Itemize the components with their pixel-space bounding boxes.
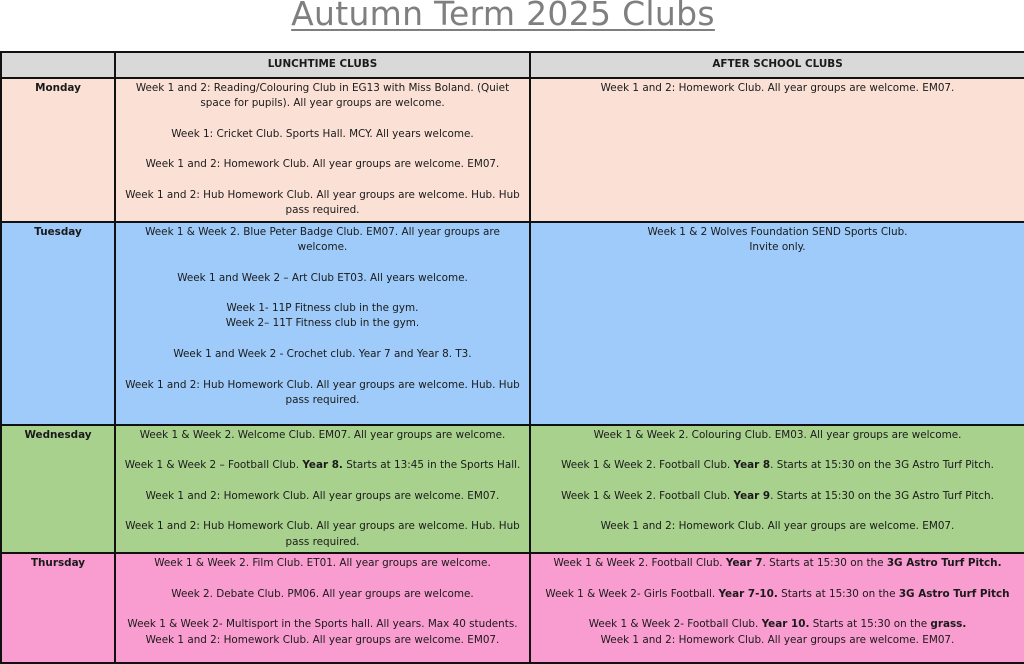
day-label: Tuesday [1, 222, 115, 425]
day-row [1, 553, 1024, 663]
spacer [534, 571, 1021, 586]
clubs-table [0, 51, 1024, 664]
bold-text: Year 8 [733, 459, 771, 472]
entry-text: Week 1 & Week 2- Football Club. [588, 618, 762, 631]
spacer [119, 255, 526, 270]
day-row [1, 425, 1024, 553]
club-entry [119, 458, 526, 473]
header-row [1, 52, 1024, 78]
entry-text: Week 1 and 2: Homework Club. All year groups are welcome. EM07. [600, 633, 955, 646]
spacer [119, 362, 526, 377]
entry-text: Starts at 13:45 in the Sports Hall. [342, 459, 521, 472]
club-entry: Week 1 and 2: Homework Club. All year groups are welcome. EM07. [600, 82, 955, 94]
club-entry: Week 1- 11P Fitness club in the gym. Week 2– 11T Fitness club in the gym. [225, 302, 420, 330]
entry-text: Week 1 & Week 2. Football Club. [553, 557, 726, 570]
entry-text: Starts at 15:30 on the [809, 618, 931, 631]
bold-text: grass. [930, 618, 967, 631]
entry-text: . Starts at 15:30 on the 3G Astro Turf Pitch. [770, 459, 994, 472]
spacer [119, 443, 526, 458]
club-entry: Week 1 & Week 2. Welcome Club. EM07. All year groups are welcome. [139, 428, 506, 441]
entry-text: . Starts at 15:30 on the 3G Astro Turf Pitch. [770, 489, 994, 502]
club-entry: Week 1 & Week 2. Blue Peter Badge Club. EM07. All year groups are welcome. [145, 225, 500, 253]
bold-text: Year 9 [733, 489, 771, 502]
day-label: Thursday [1, 553, 115, 663]
lunchtime-cell [115, 78, 530, 222]
bold-text: 3G Astro Turf Pitch [898, 587, 1010, 600]
club-entry: Week 1 and 2: Homework Club. All year groups are welcome. EM07. [145, 158, 500, 171]
after-school-cell [530, 78, 1024, 222]
spacer [119, 173, 526, 188]
entry-text: Week 1 & Week 2. Football Club. [561, 459, 734, 472]
club-entry: Week 1 and 2: Homework Club. All year groups are welcome. EM07. [600, 520, 955, 533]
club-entry: Week 1 and Week 2 - Crochet club. Year 7 and Year 8. T3. [173, 348, 472, 361]
entry-text: Week 1 & Week 2 – Football Club. [124, 459, 303, 472]
club-entry: Week 1 & Week 2- Multisport in the Sports hall. All years. Max 40 students. Week 1 and 2: Homework Club. All year groups are welcome. EM07. [127, 618, 518, 646]
spacer [119, 142, 526, 157]
club-entry: Week 2. Debate Club. PM06. All year groups are welcome. [171, 587, 474, 600]
bold-text: Year 10. [761, 618, 810, 631]
day-label: Monday [1, 78, 115, 222]
club-entry [534, 617, 1021, 648]
after-school-cell [530, 553, 1024, 663]
club-entry: Week 1 and 2: Hub Homework Club. All year groups are welcome. Hub. Hub pass required. [125, 378, 520, 406]
club-entry [534, 587, 1021, 602]
club-entry: Week 1 & Week 2. Film Club. ET01. All year groups are welcome. [154, 557, 491, 570]
header-day [1, 52, 115, 78]
spacer [119, 602, 526, 617]
header-after-school: AFTER SCHOOL CLUBS [530, 52, 1024, 78]
bold-text: 3G Astro Turf Pitch. [886, 557, 1002, 570]
club-entry: Week 1 and 2: Hub Homework Club. All year groups are welcome. Hub. Hub pass required. [125, 520, 520, 548]
spacer [119, 286, 526, 301]
club-entry: Week 1 and Week 2 – Art Club ET03. All years welcome. [177, 271, 468, 284]
spacer [534, 443, 1021, 458]
club-entry: Week 1 & Week 2. Colouring Club. EM03. All year groups are welcome. [593, 428, 962, 441]
club-entry: Week 1 & 2 Wolves Foundation SEND Sports Club. Invite only. [647, 225, 908, 253]
lunchtime-cell [115, 553, 530, 663]
lunchtime-cell [115, 425, 530, 553]
entry-text: Week 1 & Week 2- Girls Football. [545, 587, 719, 600]
entry-text: . Starts at 15:30 on the [762, 557, 887, 570]
after-school-cell [530, 222, 1024, 425]
header-lunchtime: LUNCHTIME CLUBS [115, 52, 530, 78]
page-title: Autumn Term 2025 Clubs [291, 0, 715, 33]
day-row [1, 222, 1024, 425]
spacer [534, 474, 1021, 489]
bold-text: Year 7-10. [718, 587, 778, 600]
club-entry [534, 556, 1021, 571]
club-entry [534, 458, 1021, 473]
club-entry: Week 1: Cricket Club. Sports Hall. MCY. All years welcome. [171, 127, 474, 140]
spacer [119, 504, 526, 519]
spacer [119, 571, 526, 586]
club-entry: Week 1 and 2: Homework Club. All year groups are welcome. EM07. [145, 489, 500, 502]
club-entry: Week 1 and 2: Reading/Colouring Club in EG13 with Miss Boland. (Quiet space for pupils). All year groups are welcome. [135, 82, 510, 110]
lunchtime-cell [115, 222, 530, 425]
bold-text: Year 7 [725, 557, 763, 570]
club-entry [534, 489, 1021, 504]
club-entry: Week 1 and 2: Hub Homework Club. All year groups are welcome. Hub. Hub pass required. [125, 189, 520, 217]
bold-text: Year 8. [302, 459, 343, 472]
spacer [534, 602, 1021, 617]
spacer [119, 474, 526, 489]
entry-text: Week 1 & Week 2. Football Club. [561, 489, 734, 502]
spacer [119, 112, 526, 127]
day-label: Wednesday [1, 425, 115, 553]
day-row [1, 78, 1024, 222]
spacer [534, 504, 1021, 519]
spacer [119, 332, 526, 347]
entry-text: Starts at 15:30 on the [777, 587, 899, 600]
after-school-cell [530, 425, 1024, 553]
